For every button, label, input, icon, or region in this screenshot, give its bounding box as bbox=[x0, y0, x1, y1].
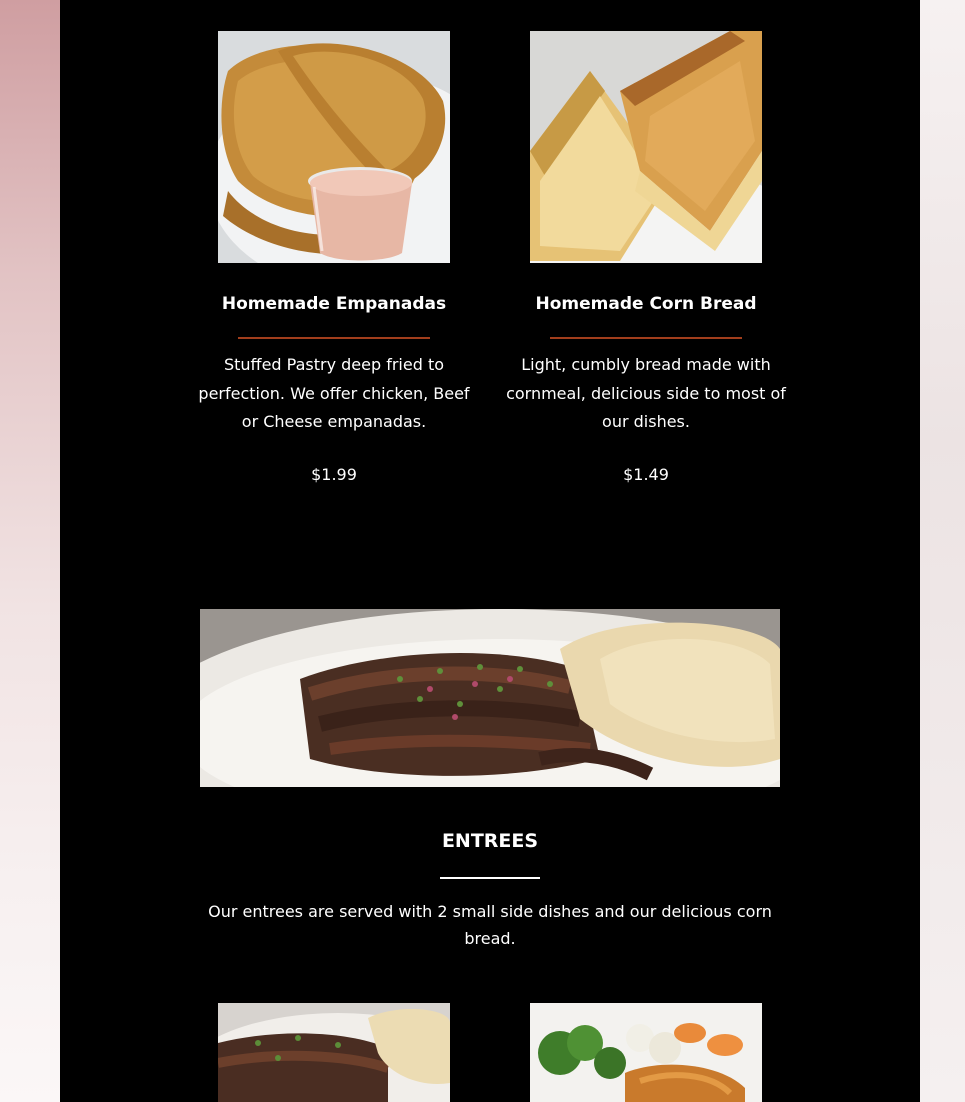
entree-chicken-photo bbox=[530, 1003, 762, 1102]
entree-steak-photo bbox=[218, 1003, 450, 1102]
menu-item-price: $1.49 bbox=[623, 465, 669, 484]
entrees-title: ENTREES bbox=[441, 830, 539, 852]
entrees-description: Our entrees are served with 2 small side dishes and our delicious corn bread. bbox=[208, 902, 772, 948]
steak-banner-photo bbox=[200, 609, 780, 787]
empanadas-photo bbox=[218, 31, 450, 263]
menu-item-title: Homemade Corn Bread bbox=[535, 294, 757, 314]
menu-item-description: Light, cumbly bread made with cornmeal, delicious side to most of our dishes. bbox=[506, 355, 786, 431]
menu-item-price: $1.99 bbox=[311, 465, 357, 484]
page-background-right bbox=[920, 0, 965, 1102]
menu-item-description: Stuffed Pastry deep fried to perfection. We offer chicken, Beef or Cheese empanadas. bbox=[198, 355, 470, 431]
entrees-divider bbox=[440, 877, 540, 879]
menu-item-divider bbox=[238, 337, 430, 339]
menu-item-title: Homemade Empanadas bbox=[221, 294, 447, 314]
corn-bread-photo bbox=[530, 31, 762, 263]
menu-item-divider bbox=[550, 337, 742, 339]
